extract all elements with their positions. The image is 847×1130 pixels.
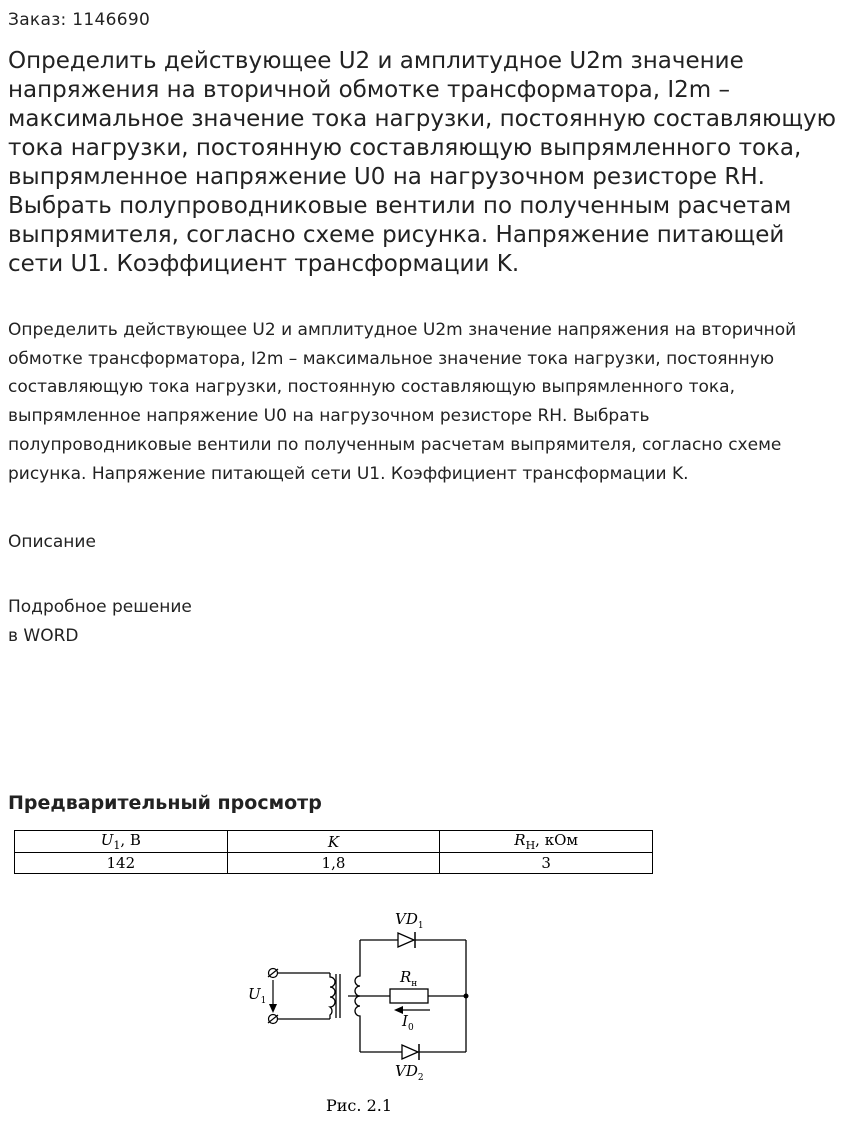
input-terminal-bottom <box>268 1015 278 1024</box>
header-k-symbol: K <box>327 832 340 851</box>
order-number: Заказ: 1146690 <box>8 10 151 30</box>
rectifier-circuit-diagram <box>230 902 490 1092</box>
header-u1 <box>15 831 228 853</box>
solution-format <box>8 593 192 651</box>
task-title: Определить действующее U2 и амплитудное U2m значение напряжения на вторичной обмотке трансформатора, I2m – максимальное значение тока нагрузки, постоянную составляющую тока нагрузки, постоянную составляющую выпрямленного тока, выпрямленное напряжение U0 на нагрузочном резисторе RН. Выбрать полупроводниковые вентили по полученным расчетам выпрямителя, согласно схеме рисунка. Напряжение питающей сети U1. Коэффициент трансформации K. <box>8 48 836 277</box>
diode-vd1-icon <box>398 932 415 948</box>
header-u1-symbol: U <box>100 831 114 849</box>
diode-vd2-icon <box>402 1044 419 1060</box>
solution-format-line2: в WORD <box>8 626 79 646</box>
header-rn <box>440 831 653 853</box>
header-rn-unit: , кОм <box>535 831 579 849</box>
header-rn-symbol: R <box>514 831 526 849</box>
label-vd2: $VD_2$ <box>395 1062 424 1083</box>
preview-heading: Предварительный просмотр <box>8 792 322 814</box>
header-k <box>227 831 440 853</box>
header-rn-sub: Н <box>525 839 536 852</box>
figure-caption: Рис. 2.1 <box>326 1096 393 1115</box>
label-i0: $I_0$ <box>402 1012 414 1033</box>
input-terminal-top <box>268 969 278 978</box>
header-u1-unit: , В <box>120 831 141 849</box>
parameters-table <box>14 830 653 874</box>
label-rn: $R_н$ <box>400 968 418 989</box>
label-vd1: $VD_1$ <box>395 910 424 931</box>
task-body: Определить действующее U2 и амплитудное U2m значение напряжения на вторичной обмотке трансформатора, I2m – максимальное значение тока нагрузки, постоянную составляющую тока нагрузки, постоянную составляющую выпрямленного тока, выпрямленное напряжение U0 на нагрузочном резисторе RН. Выбрать полупроводниковые вентили по полученным расчетам выпрямителя, согласно схеме рисунка. Напряжение питающей сети U1. Коэффициент трансформации K. <box>8 320 797 484</box>
table-row <box>15 853 653 874</box>
label-u1: $U_1$ <box>248 985 267 1006</box>
header-u1-sub: 1 <box>113 839 121 852</box>
value-u1: 142 <box>15 853 228 874</box>
value-rn: 3 <box>440 853 653 874</box>
description-heading: Описание <box>8 532 96 552</box>
table-header-row <box>15 831 653 853</box>
solution-format-line1: Подробное решение <box>8 597 192 617</box>
value-k: 1,8 <box>227 853 440 874</box>
